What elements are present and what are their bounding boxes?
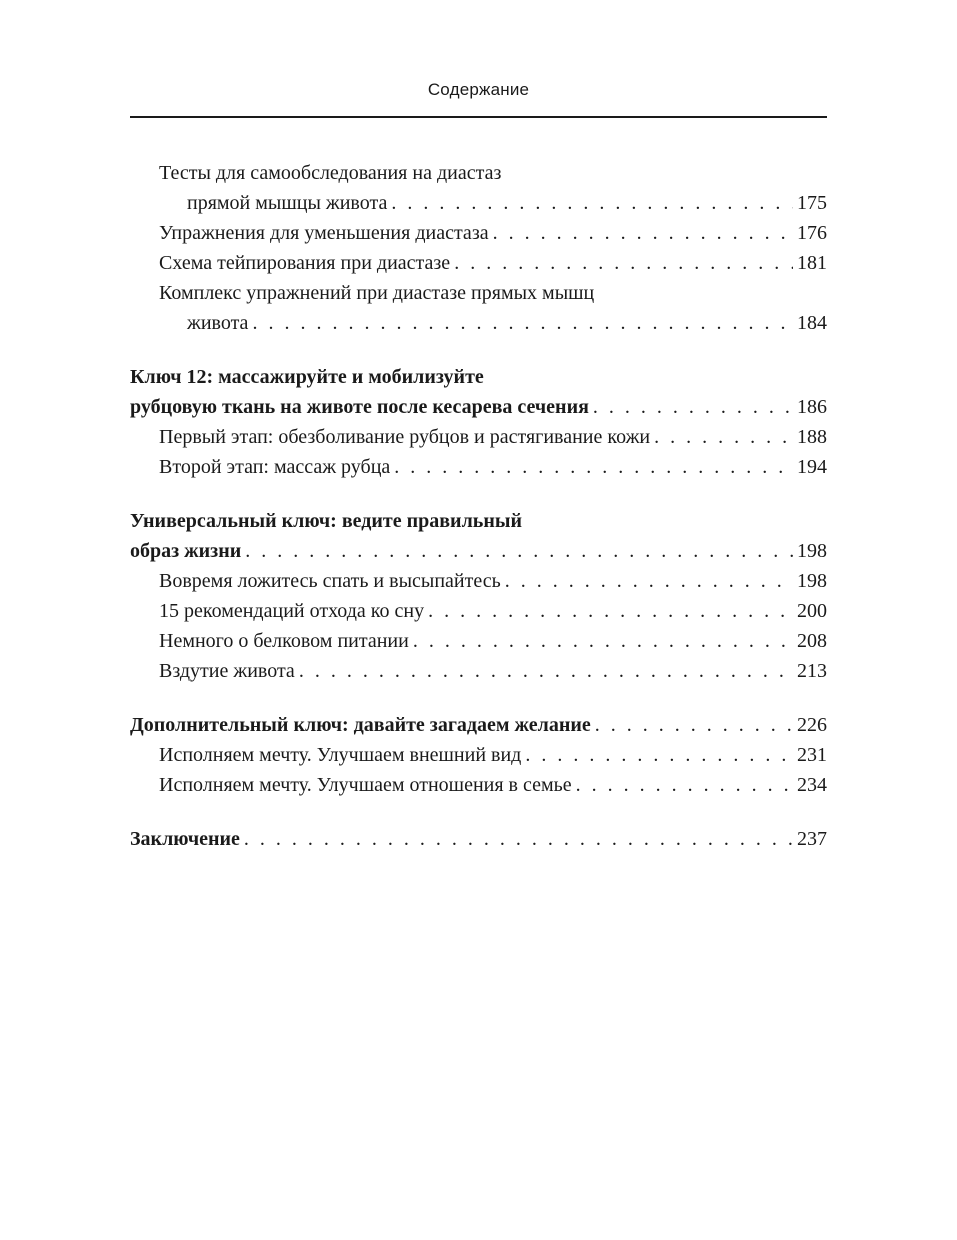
toc-entry-title: Комплекс упражнений при диастазе прямых мышц <box>159 282 595 304</box>
dot-leader <box>454 248 793 278</box>
dot-leader <box>493 218 793 248</box>
running-header: Содержание <box>427 80 530 99</box>
toc-chapter-title: Заключение <box>130 828 240 850</box>
dot-leader <box>654 422 793 452</box>
table-of-contents <box>130 158 827 854</box>
dot-leader <box>244 824 793 854</box>
toc-entry-title: Исполняем мечту. Улучшаем отношения в семье <box>159 774 572 796</box>
dot-leader <box>576 770 793 800</box>
toc-entry-first-stage <box>130 422 827 452</box>
toc-entry-title: Упражнения для уменьшения диастаза <box>159 222 489 244</box>
toc-chapter-title: рубцовую ткань на животе после кесарева сечения <box>130 396 589 418</box>
toc-chapter-additional-key <box>130 710 827 740</box>
toc-entry-title: Исполняем мечту. Улучшаем внешний вид <box>159 744 522 766</box>
page-number: 198 <box>797 540 827 562</box>
toc-entry-diastasis-exercises <box>130 218 827 248</box>
dot-leader <box>505 566 793 596</box>
toc-entry-family-relations <box>130 770 827 800</box>
toc-entry-second-stage <box>130 452 827 482</box>
toc-chapter-key-12 <box>130 362 827 392</box>
page-number: 208 <box>797 630 827 652</box>
dot-leader <box>252 308 793 338</box>
toc-entry-title: Первый этап: обезболивание рубцов и растягивание кожи <box>159 426 651 448</box>
toc-chapter-universal-key <box>130 506 827 536</box>
dot-leader <box>413 626 793 656</box>
toc-entry-exercise-complex-cont <box>130 308 827 338</box>
page-number: 175 <box>797 192 827 214</box>
toc-entry-protein-nutrition <box>130 626 827 656</box>
page-number: 176 <box>797 222 827 244</box>
page-number: 198 <box>797 570 827 592</box>
toc-entry-exercise-complex <box>130 278 827 308</box>
page-number: 194 <box>797 456 827 478</box>
toc-entry-appearance <box>130 740 827 770</box>
page-number: 188 <box>797 426 827 448</box>
toc-entry-sleep-on-time <box>130 566 827 596</box>
dot-leader <box>391 188 793 218</box>
toc-entry-bloating <box>130 656 827 686</box>
toc-entry-title: Тесты для самообследования на диастаз <box>159 162 502 184</box>
toc-chapter-title: Ключ 12: массажируйте и мобилизуйте <box>130 366 484 388</box>
toc-entry-title: Вздутие живота <box>159 660 295 682</box>
toc-chapter-title: Универсальный ключ: ведите правильный <box>130 510 523 532</box>
toc-entry-title: Второй этап: массаж рубца <box>159 456 391 478</box>
page-number: 213 <box>797 660 827 682</box>
toc-entry-sleep-recommendations <box>130 596 827 626</box>
page-number: 226 <box>797 714 827 736</box>
toc-entry-title: Вовремя ложитесь спать и высыпайтесь <box>159 570 501 592</box>
toc-entry-title: Схема тейпирования при диастазе <box>159 252 451 274</box>
toc-chapter-title: Дополнительный ключ: давайте загадаем желание <box>130 714 591 736</box>
page-number: 200 <box>797 600 827 622</box>
page-number: 181 <box>797 252 827 274</box>
toc-entry-title: Немного о белковом питании <box>159 630 409 652</box>
toc-entry-taping-scheme <box>130 248 827 278</box>
toc-chapter-title: образ жизни <box>130 540 242 562</box>
page-number: 237 <box>797 828 827 850</box>
header-rule <box>130 116 827 118</box>
page-number: 231 <box>797 744 827 766</box>
page-number: 184 <box>797 312 827 334</box>
dot-leader <box>595 710 793 740</box>
toc-chapter-universal-key-cont <box>130 536 827 566</box>
dot-leader <box>394 452 793 482</box>
toc-entry-diastasis-tests <box>130 158 827 188</box>
dot-leader <box>245 536 793 566</box>
dot-leader <box>428 596 793 626</box>
page-number: 186 <box>797 396 827 418</box>
toc-chapter-key-12-cont <box>130 392 827 422</box>
toc-entry-title: живота <box>187 312 249 334</box>
toc-chapter-conclusion <box>130 824 827 854</box>
toc-entry-diastasis-tests-cont <box>130 188 827 218</box>
dot-leader <box>525 740 793 770</box>
dot-leader <box>593 392 793 422</box>
page-number: 234 <box>797 774 827 796</box>
toc-entry-title: прямой мышцы живота <box>187 192 388 214</box>
toc-entry-title: 15 рекомендаций отхода ко сну <box>159 600 425 622</box>
dot-leader <box>299 656 793 686</box>
